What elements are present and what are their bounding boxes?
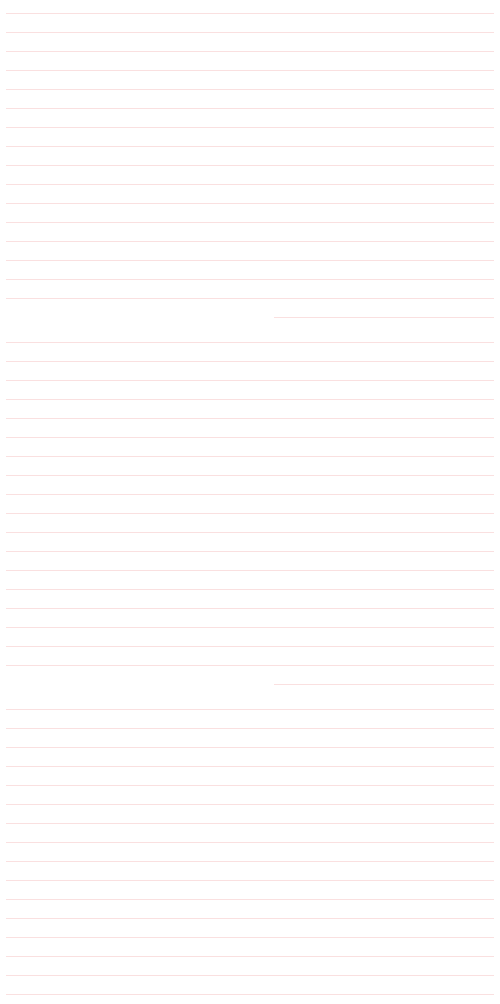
text-line bbox=[6, 871, 494, 890]
text-line bbox=[6, 333, 494, 352]
text-line bbox=[6, 700, 494, 719]
text-line bbox=[6, 795, 494, 814]
text-line bbox=[6, 409, 494, 428]
text-line bbox=[6, 352, 494, 371]
text-line bbox=[6, 909, 494, 928]
text-line bbox=[6, 485, 494, 504]
text-line bbox=[6, 738, 494, 757]
text-line bbox=[6, 447, 494, 466]
text-line bbox=[6, 466, 494, 485]
text-line bbox=[6, 656, 494, 675]
text-line bbox=[6, 4, 494, 23]
text-line bbox=[6, 523, 494, 542]
paragraph-3 bbox=[6, 700, 494, 1004]
text-line bbox=[6, 99, 494, 118]
text-line bbox=[6, 966, 494, 985]
text-line bbox=[6, 175, 494, 194]
text-line bbox=[6, 580, 494, 599]
text-line bbox=[6, 776, 494, 795]
text-line bbox=[6, 985, 494, 1004]
text-line bbox=[6, 156, 494, 175]
text-line bbox=[6, 251, 494, 270]
text-line bbox=[6, 232, 494, 251]
text-line bbox=[6, 890, 494, 909]
paragraph-1 bbox=[6, 4, 494, 327]
paragraph-2 bbox=[6, 333, 494, 694]
text-line bbox=[6, 542, 494, 561]
text-line bbox=[6, 675, 494, 694]
text-line bbox=[6, 928, 494, 947]
text-line bbox=[6, 504, 494, 523]
text-line bbox=[6, 42, 494, 61]
text-line bbox=[6, 80, 494, 99]
text-line bbox=[6, 23, 494, 42]
text-line bbox=[6, 289, 494, 308]
text-line bbox=[6, 118, 494, 137]
text-line bbox=[6, 947, 494, 966]
text-line bbox=[6, 599, 494, 618]
text-line bbox=[6, 852, 494, 871]
text-line bbox=[6, 213, 494, 232]
text-line bbox=[6, 618, 494, 637]
text-line bbox=[6, 137, 494, 156]
text-line bbox=[6, 757, 494, 776]
text-line bbox=[6, 814, 494, 833]
text-line bbox=[6, 390, 494, 409]
text-line bbox=[6, 270, 494, 289]
text-line bbox=[6, 308, 494, 327]
text-line bbox=[6, 833, 494, 852]
text-line bbox=[6, 428, 494, 447]
text-line bbox=[6, 719, 494, 738]
text-line bbox=[6, 561, 494, 580]
text-line bbox=[6, 371, 494, 390]
text-line bbox=[6, 637, 494, 656]
text-line bbox=[6, 194, 494, 213]
text-line bbox=[6, 61, 494, 80]
